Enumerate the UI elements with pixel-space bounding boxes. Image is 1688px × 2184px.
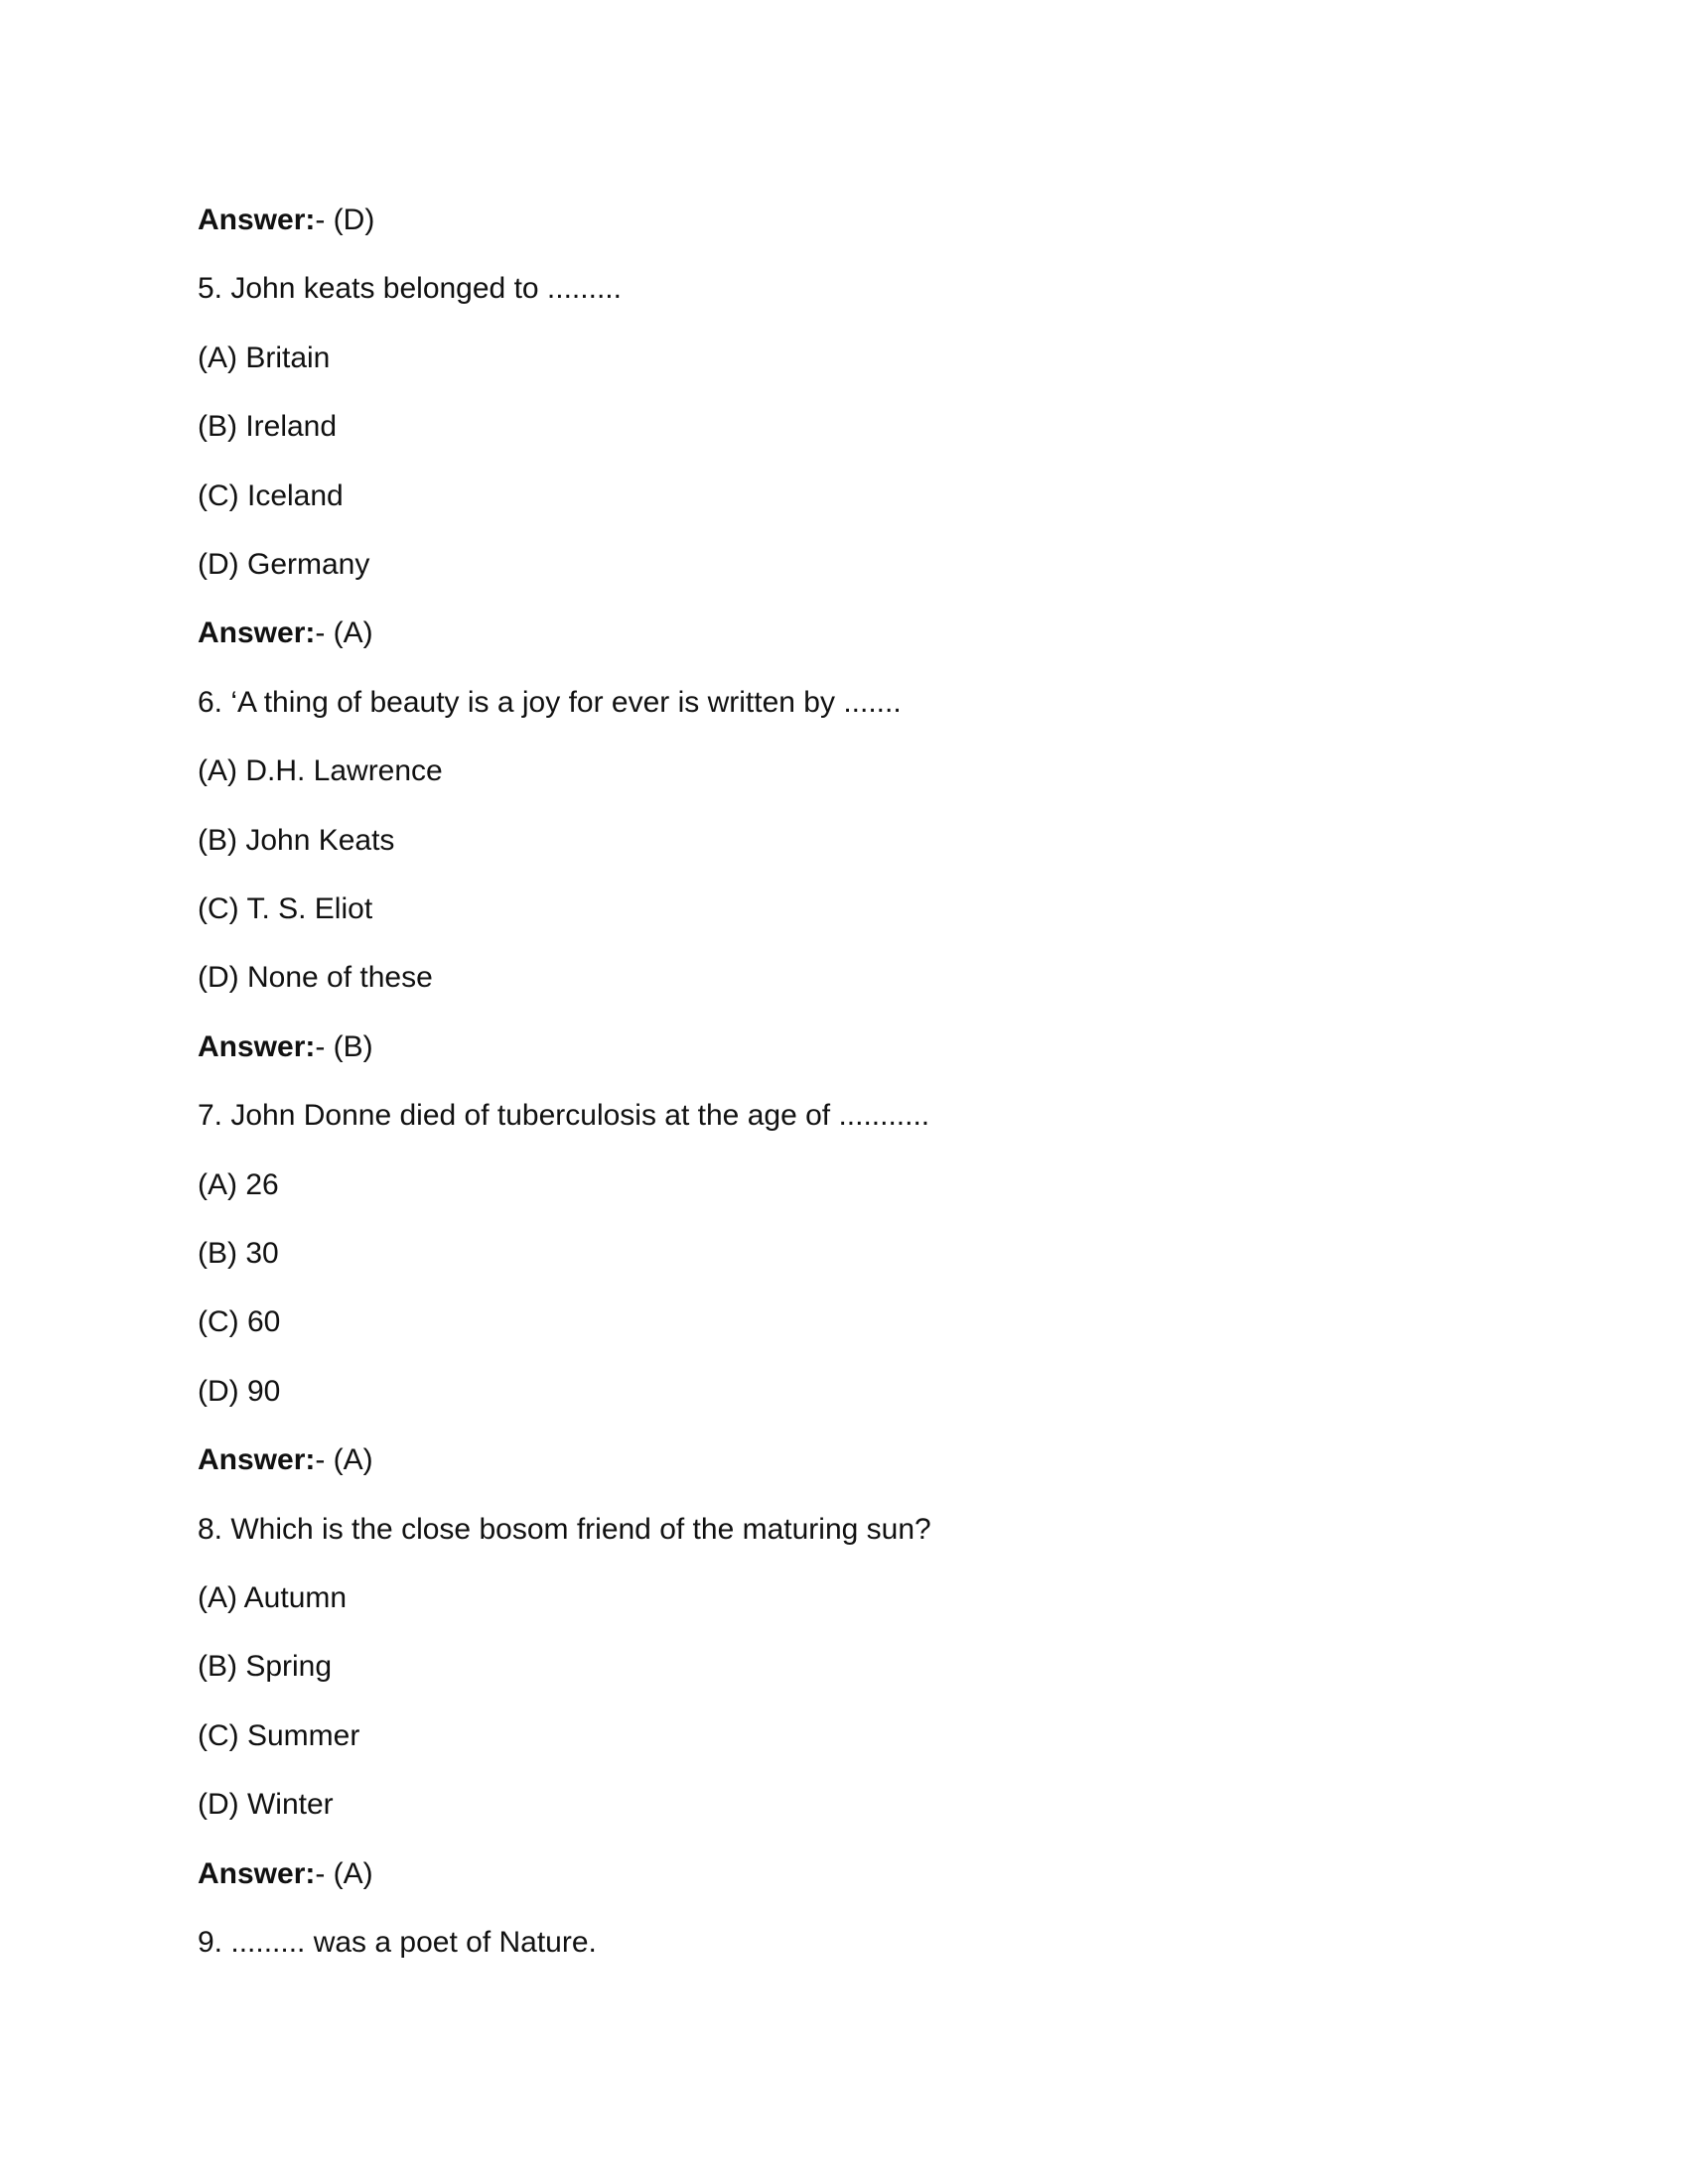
answer-line (198, 1027, 373, 1067)
option-text: (B) Ireland (198, 410, 338, 444)
option-text: (B) 30 (198, 1237, 279, 1270)
option-text: (B) Spring (198, 1650, 333, 1684)
option-text: (C) T. S. Eliot (198, 892, 373, 925)
answer-line (198, 1440, 373, 1480)
option-text: (A) D.H. Lawrence (198, 754, 443, 788)
answer-label: Answer: (198, 1029, 316, 1063)
option-text: (A) Autumn (198, 1581, 348, 1614)
option-text: (A) Britain (198, 341, 331, 374)
answer-value: - (D) (315, 204, 375, 236)
answer-value: - (A) (315, 1443, 373, 1477)
question-text: 9. ......... was a poet of Nature. (198, 1926, 597, 1959)
option-text: (D) 90 (198, 1374, 281, 1408)
option-text: (C) Iceland (198, 478, 344, 512)
question-text: 6. ‘A thing of beauty is a joy for ever is written by ....... (198, 685, 902, 719)
answer-label: Answer: (198, 204, 316, 236)
question-text: 5. John keats belonged to ......... (198, 272, 622, 306)
answer-line (198, 614, 373, 653)
option-text: (D) None of these (198, 961, 433, 995)
option-text: (C) 60 (198, 1305, 281, 1339)
answer-label: Answer: (198, 616, 316, 650)
option-text: (D) Winter (198, 1788, 334, 1822)
question-text: 8. Which is the close bosom friend of the maturing sun? (198, 1512, 931, 1546)
option-text: (A) 26 (198, 1167, 279, 1201)
answer-label: Answer: (198, 1443, 316, 1477)
option-text: (C) Summer (198, 1718, 360, 1752)
answer-value: - (B) (315, 1029, 373, 1063)
question-text: 7. John Donne died of tuberculosis at the age of ........... (198, 1099, 930, 1133)
answer-line (198, 1854, 373, 1894)
option-text: (D) Germany (198, 548, 370, 581)
answer-line (198, 201, 374, 240)
answer-value: - (A) (315, 1856, 373, 1890)
option-text: (B) John Keats (198, 823, 395, 857)
answer-label: Answer: (198, 1856, 316, 1890)
answer-value: - (A) (315, 616, 373, 650)
